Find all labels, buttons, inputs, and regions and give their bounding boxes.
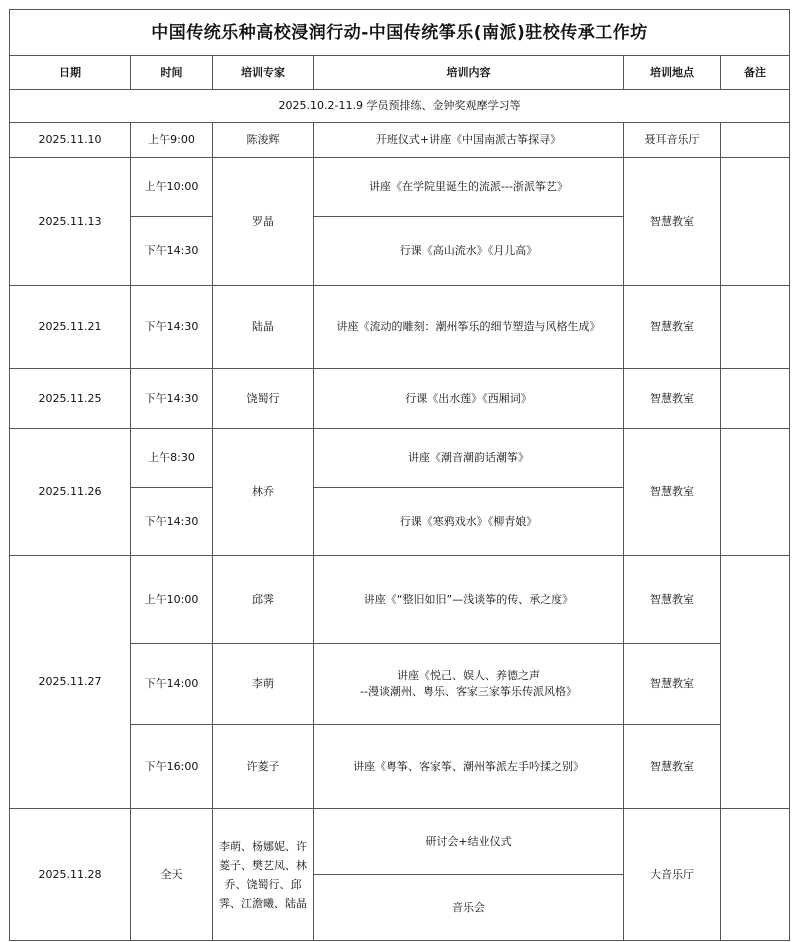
content-cell: 讲座《“整旧如旧”—浅谈筝的传、承之度》 xyxy=(314,556,624,644)
place-cell: 智慧教室 xyxy=(624,725,721,809)
header-row xyxy=(10,56,790,90)
pre-session-note: 2025.10.2-11.9 学员预排练、金钟奖观摩学习等 xyxy=(10,90,790,123)
date-cell: 2025.11.27 xyxy=(10,556,131,809)
remark-cell xyxy=(721,123,790,158)
content-cell: 讲座《粤筝、客家筝、潮州筝派左手吟揉之别》 xyxy=(314,725,624,809)
header-place: 培训地点 xyxy=(624,56,721,90)
header-date: 日期 xyxy=(10,56,131,90)
remark-cell xyxy=(721,429,790,556)
content-cell: 讲座《悦己、娱人、养德之声 --漫谈潮州、粤乐、客家三家筝乐传派风格》 xyxy=(314,644,624,725)
place-cell: 智慧教室 xyxy=(624,369,721,429)
title-row xyxy=(10,10,790,56)
table-row xyxy=(10,429,790,488)
time-cell: 下午14:30 xyxy=(131,217,213,286)
time-cell: 全天 xyxy=(131,809,213,941)
date-cell: 2025.11.10 xyxy=(10,123,131,158)
expert-cell: 李萌 xyxy=(213,644,314,725)
date-cell: 2025.11.21 xyxy=(10,286,131,369)
place-cell: 智慧教室 xyxy=(624,286,721,369)
schedule-table xyxy=(9,9,790,941)
content-cell: 讲座《流动的雕刻：潮州筝乐的细节塑造与风格生成》 xyxy=(314,286,624,369)
note-row xyxy=(10,90,790,123)
content-cell: 讲座《在学院里诞生的流派---浙派筝艺》 xyxy=(314,158,624,217)
place-cell: 智慧教室 xyxy=(624,644,721,725)
date-cell: 2025.11.13 xyxy=(10,158,131,286)
content-cell: 行课《出水莲》《西厢词》 xyxy=(314,369,624,429)
remark-cell xyxy=(721,809,790,941)
header-time: 时间 xyxy=(131,56,213,90)
remark-cell xyxy=(721,158,790,286)
place-cell: 大音乐厅 xyxy=(624,809,721,941)
expert-cell: 罗晶 xyxy=(213,158,314,286)
table-row xyxy=(10,286,790,369)
time-cell: 上午8:30 xyxy=(131,429,213,488)
time-cell: 上午10:00 xyxy=(131,158,213,217)
content-cell: 研讨会+结业仪式 xyxy=(314,809,624,875)
date-cell: 2025.11.28 xyxy=(10,809,131,941)
time-cell: 下午14:00 xyxy=(131,644,213,725)
place-cell: 智慧教室 xyxy=(624,158,721,286)
place-cell: 智慧教室 xyxy=(624,556,721,644)
time-cell: 上午10:00 xyxy=(131,556,213,644)
content-cell: 讲座《潮音潮韵话潮筝》 xyxy=(314,429,624,488)
time-cell: 下午14:30 xyxy=(131,369,213,429)
expert-cell: 邱霁 xyxy=(213,556,314,644)
place-cell: 聂耳音乐厅 xyxy=(624,123,721,158)
expert-cell: 饶蜀行 xyxy=(213,369,314,429)
remark-cell xyxy=(721,556,790,809)
table-row xyxy=(10,123,790,158)
table-row xyxy=(10,809,790,875)
remark-cell xyxy=(721,369,790,429)
time-cell: 下午14:30 xyxy=(131,286,213,369)
time-cell: 下午14:30 xyxy=(131,488,213,556)
date-cell: 2025.11.26 xyxy=(10,429,131,556)
table-row xyxy=(10,158,790,217)
header-content: 培训内容 xyxy=(314,56,624,90)
table-row xyxy=(10,556,790,644)
content-cell: 音乐会 xyxy=(314,875,624,941)
remark-cell xyxy=(721,286,790,369)
expert-cell: 林乔 xyxy=(213,429,314,556)
header-remark: 备注 xyxy=(721,56,790,90)
place-cell: 智慧教室 xyxy=(624,429,721,556)
table-row xyxy=(10,369,790,429)
expert-cell: 李萌、杨娜妮、许菱子、樊艺凤、林乔、饶蜀行、邱霁、江澹曦、陆晶 xyxy=(213,809,314,941)
content-cell: 行课《寒鸦戏水》《柳青娘》 xyxy=(314,488,624,556)
time-cell: 下午16:00 xyxy=(131,725,213,809)
date-cell: 2025.11.25 xyxy=(10,369,131,429)
page-title: 中国传统乐种高校浸润行动-中国传统筝乐(南派)驻校传承工作坊 xyxy=(10,10,790,56)
expert-cell: 陆晶 xyxy=(213,286,314,369)
expert-cell: 陈浚辉 xyxy=(213,123,314,158)
schedule-sheet xyxy=(9,9,790,941)
expert-cell: 许菱子 xyxy=(213,725,314,809)
header-expert: 培训专家 xyxy=(213,56,314,90)
time-cell: 上午9:00 xyxy=(131,123,213,158)
content-cell: 行课《高山流水》《月儿高》 xyxy=(314,217,624,286)
content-cell: 开班仪式+讲座《中国南派古筝探寻》 xyxy=(314,123,624,158)
